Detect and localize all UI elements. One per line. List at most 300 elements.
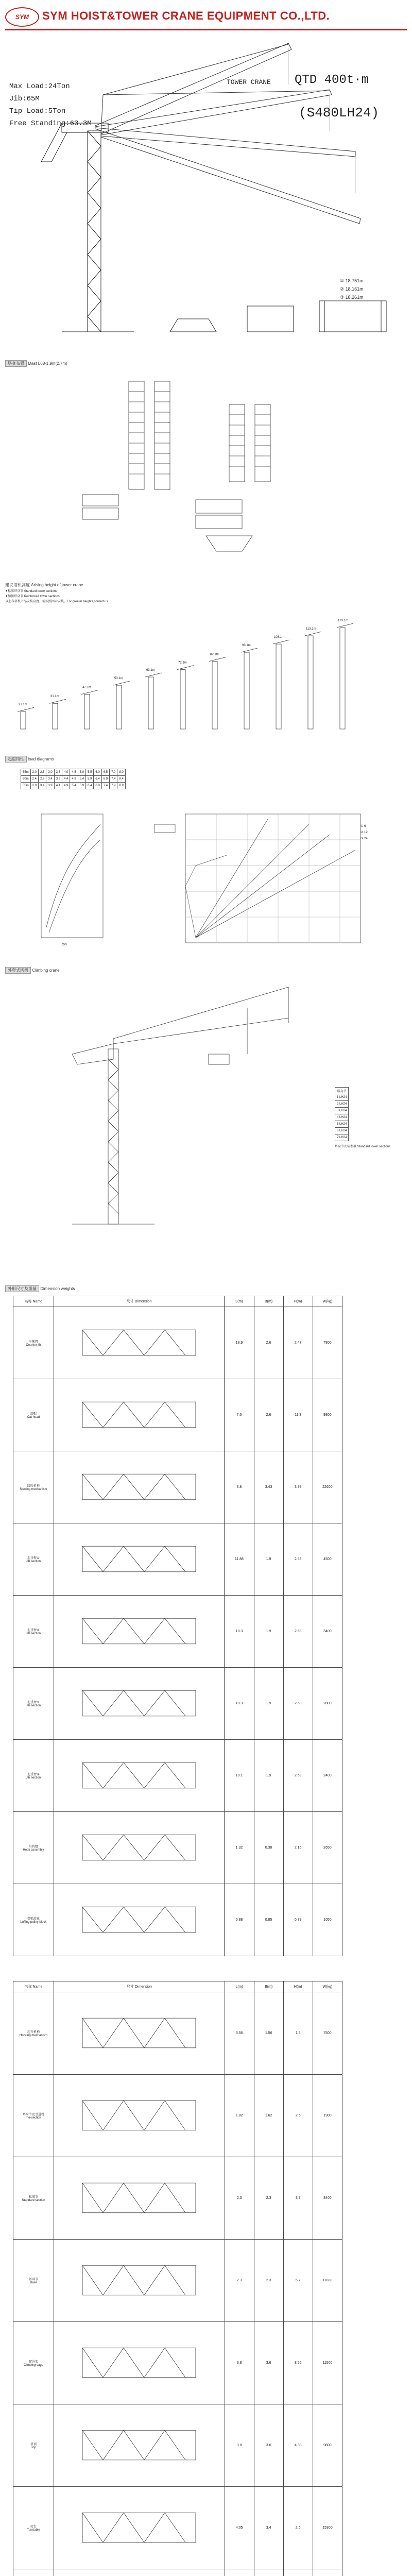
height-mark-3: ③ 18.261m bbox=[340, 295, 364, 300]
load-table bbox=[21, 769, 126, 789]
components-table-1 bbox=[13, 1296, 342, 1956]
component-h: 2.16 bbox=[283, 1812, 313, 1884]
load-row-jib: 60m bbox=[21, 776, 31, 783]
component-w: 11800 bbox=[313, 2240, 342, 2322]
load-cell: 3.9 bbox=[54, 776, 62, 783]
tower-height-jib bbox=[241, 648, 258, 652]
section-tower-cn: 塔身布置 bbox=[5, 360, 27, 367]
load-cell: 7.4 bbox=[101, 783, 109, 789]
component-row bbox=[13, 1992, 342, 2075]
component-name-en: Jib section bbox=[26, 1560, 41, 1563]
component-drawing bbox=[54, 1668, 225, 1740]
component-h: 8.55 bbox=[283, 2322, 313, 2404]
component-drawing-svg bbox=[62, 1816, 216, 1879]
col2-b: B(m) bbox=[254, 1981, 283, 1992]
col2-w: W(kg) bbox=[313, 1981, 342, 1992]
tower-height-mast bbox=[180, 670, 185, 729]
component-l: 3.8 bbox=[225, 2404, 254, 2487]
component-drawing-svg bbox=[62, 2078, 216, 2153]
climb-legend-cell: 2 LH24 bbox=[335, 1101, 349, 1108]
col2-l: L(m) bbox=[225, 1981, 254, 1992]
component-name bbox=[13, 2075, 54, 2157]
component-row bbox=[13, 2157, 342, 2240]
component-name-cn: 基础节 bbox=[29, 2278, 39, 2281]
load-chart-unit: ton bbox=[62, 943, 67, 946]
component-drawing-svg bbox=[62, 2490, 216, 2565]
tower-height-label: 123.1m bbox=[338, 619, 349, 623]
component-name-en: Hoisting mechanism bbox=[20, 2034, 48, 2037]
component-w: 7500 bbox=[313, 1992, 342, 2075]
climb-legend-row bbox=[335, 1128, 349, 1134]
component-drawing bbox=[54, 1379, 225, 1451]
component-drawing bbox=[54, 2487, 225, 2569]
component-name-cn: 塔帽 bbox=[30, 1413, 37, 1416]
components-header-row bbox=[13, 1296, 342, 1307]
load-row-jib: 55m bbox=[21, 783, 31, 789]
load-cell: 5.4 bbox=[78, 776, 85, 783]
section-dims-en: Dimension weights bbox=[40, 1286, 75, 1291]
tower-height-label: 113.1m bbox=[306, 628, 316, 631]
component-name-cn: 吊钩组 bbox=[28, 1845, 38, 1849]
component-h: 3.7 bbox=[283, 2157, 313, 2240]
component-row bbox=[13, 1523, 342, 1596]
load-cell: 6.5 bbox=[101, 769, 109, 776]
component-name-en: Slewing mechanism bbox=[20, 1488, 47, 1491]
component-l: 2.3 bbox=[225, 2240, 254, 2322]
tower-section-drawing bbox=[0, 371, 412, 572]
tower-height-mast bbox=[53, 703, 58, 729]
section-tower bbox=[5, 361, 67, 366]
load-cell: 3.5 bbox=[54, 769, 62, 776]
crane-specs bbox=[9, 80, 92, 130]
component-b: 3.6 bbox=[254, 2322, 283, 2404]
climb-legend-cell: 6 LH24 bbox=[335, 1128, 349, 1134]
component-drawing bbox=[54, 1307, 225, 1379]
tower-heights-drawing bbox=[0, 608, 412, 737]
load-cell: 6.9 bbox=[101, 776, 109, 783]
section-heights bbox=[5, 582, 83, 588]
component-name-en: Standard section bbox=[22, 2199, 45, 2202]
component-name-cn: 塔顶 bbox=[30, 2443, 37, 2446]
component-b bbox=[254, 2569, 283, 2576]
component-name-cn: 转台 bbox=[30, 2526, 37, 2529]
component-drawing bbox=[54, 2569, 225, 2576]
page-header bbox=[0, 0, 412, 33]
component-drawing bbox=[54, 1740, 225, 1812]
component-w bbox=[313, 2569, 342, 2576]
component-name-cn: 起重臂④ bbox=[27, 1773, 40, 1776]
load-cell: 5.9 bbox=[78, 783, 85, 789]
ground-structures bbox=[62, 301, 386, 332]
climbing-crane-drawing bbox=[0, 977, 412, 1234]
tower-height-jib bbox=[81, 690, 98, 694]
component-row bbox=[13, 1379, 342, 1451]
component-h: 2.63 bbox=[283, 1740, 313, 1812]
component-name-cn: 起重臂③ bbox=[27, 1701, 40, 1704]
component-b: 1.9 bbox=[254, 1523, 283, 1596]
tower-height-jib bbox=[18, 707, 34, 711]
load-cell: 5.5 bbox=[86, 769, 94, 776]
component-name-en: Jib section bbox=[26, 1704, 41, 1707]
component-name-cn: 爬升架 bbox=[29, 2361, 39, 2364]
component-drawing-svg bbox=[62, 2243, 216, 2317]
component-w: 2650 bbox=[313, 1812, 342, 1884]
tower-height-mast bbox=[84, 694, 90, 729]
component-w: 8400 bbox=[313, 2157, 342, 2240]
component-drawing-svg bbox=[62, 1527, 216, 1591]
component-drawing bbox=[54, 1596, 225, 1668]
component-drawing bbox=[54, 2075, 225, 2157]
component-h: 2.47 bbox=[283, 1307, 313, 1379]
component-row bbox=[13, 1884, 342, 1956]
component-w: 15300 bbox=[313, 2487, 342, 2569]
component-row bbox=[13, 2075, 342, 2157]
component-l: 3.8 bbox=[225, 2322, 254, 2404]
component-h: 2.63 bbox=[283, 1668, 313, 1740]
climb-legend-cell: 4 LH24 bbox=[335, 1114, 349, 1121]
component-name bbox=[13, 1451, 54, 1523]
component-name-en: Climbing cage bbox=[24, 2364, 44, 2367]
spec-max-load: Max Load:24Ton bbox=[9, 82, 70, 91]
load-row bbox=[21, 783, 126, 789]
load-cell: 5.4 bbox=[70, 783, 78, 789]
component-drawing bbox=[54, 1992, 225, 2075]
component-name bbox=[13, 1307, 54, 1379]
component-name-en: Cat head bbox=[27, 1416, 40, 1419]
section-load-cn: 起重特性 bbox=[5, 756, 27, 762]
load-row bbox=[21, 769, 126, 776]
component-name bbox=[13, 2569, 54, 2576]
component-w: 3400 bbox=[313, 1596, 342, 1668]
load-cell: 8.0 bbox=[117, 769, 125, 776]
col2-name: 名称 Name bbox=[13, 1981, 54, 1992]
component-name-en: Top bbox=[31, 2446, 36, 2449]
component-b: 2.6 bbox=[254, 1379, 283, 1451]
component-name bbox=[13, 1740, 54, 1812]
crane-mast bbox=[88, 131, 101, 332]
component-l: 10.3 bbox=[225, 1668, 254, 1740]
component-b: 1.62 bbox=[254, 2075, 283, 2157]
component-h: 2.63 bbox=[283, 1596, 313, 1668]
load-cell: 4.9 bbox=[62, 783, 70, 789]
section-climb-cn: 外爬式塔机 bbox=[5, 967, 31, 974]
component-drawing-svg bbox=[62, 1996, 216, 2070]
load-cell: 4.0 bbox=[62, 769, 70, 776]
component-w: 1050 bbox=[313, 1884, 342, 1956]
tower-height-label: 53.1m bbox=[114, 677, 123, 681]
section-load bbox=[5, 756, 54, 762]
components2-header-row bbox=[13, 1981, 342, 1992]
component-b: 3.4 bbox=[254, 2487, 283, 2569]
component-b: 2.6 bbox=[254, 1307, 283, 1379]
load-cell: 2.0 bbox=[30, 769, 38, 776]
component-b: 3.6 bbox=[254, 2404, 283, 2487]
load-cell: 3.9 bbox=[46, 783, 54, 789]
crane-hoist-ropes bbox=[288, 48, 355, 193]
load-legend-1: ① 6 bbox=[360, 825, 366, 828]
component-h: 0.79 bbox=[283, 1884, 313, 1956]
climb-legend-title: 塔身节 bbox=[335, 1088, 349, 1094]
col-b: B(m) bbox=[254, 1296, 283, 1307]
height-mark-2: ② 18.161m bbox=[340, 286, 364, 292]
section-climb-en: Climbing crane bbox=[32, 968, 60, 973]
climb-legend-row bbox=[335, 1121, 349, 1128]
col-l: L(m) bbox=[225, 1296, 254, 1307]
component-b: 2.3 bbox=[254, 2240, 283, 2322]
load-cell: 4.4 bbox=[54, 783, 62, 789]
load-legend-3: ③ 24 bbox=[360, 837, 368, 840]
component-row bbox=[13, 2569, 342, 2576]
load-legend-2: ② 12 bbox=[360, 831, 368, 834]
component-name bbox=[13, 2487, 54, 2569]
component-name bbox=[13, 1668, 54, 1740]
col-h: H(m) bbox=[283, 1296, 313, 1307]
component-row bbox=[13, 2487, 342, 2569]
spec-jib: Jib:65M bbox=[9, 95, 40, 103]
col-dims: 尺寸 Dimension bbox=[54, 1296, 225, 1307]
component-name-cn: 塔身节及引进棁 bbox=[23, 2113, 45, 2116]
component-row bbox=[13, 1451, 342, 1523]
climb-legend-cell: 7 LH24 bbox=[335, 1134, 349, 1141]
component-h: 3.97 bbox=[283, 1451, 313, 1523]
component-h: 2.5 bbox=[283, 2075, 313, 2157]
load-row bbox=[21, 776, 126, 783]
component-w: 2800 bbox=[313, 1668, 342, 1740]
tower-height-label: 72.1m bbox=[178, 661, 187, 665]
tower-height-label: 93.1m bbox=[242, 644, 251, 648]
climb-legend-cell: 3 LH24 bbox=[335, 1108, 349, 1114]
load-cell: 4.4 bbox=[62, 776, 70, 783]
component-h: 1.5 bbox=[283, 1992, 313, 2075]
load-diagram-chart bbox=[0, 804, 412, 953]
tower-height-label: 103.1m bbox=[274, 636, 285, 639]
load-row-jib: 65m bbox=[21, 769, 31, 776]
load-cell: 6.4 bbox=[94, 776, 101, 783]
component-h bbox=[283, 2569, 313, 2576]
tower-height-label: 31.1m bbox=[50, 695, 59, 699]
component-b: 1.56 bbox=[254, 1992, 283, 2075]
tower-height-jib bbox=[273, 640, 289, 644]
load-cell: 4.9 bbox=[70, 776, 78, 783]
model-label: TOWER CRANE bbox=[227, 78, 271, 86]
component-w: 9800 bbox=[313, 1379, 342, 1451]
tower-height-label: 82.1m bbox=[210, 653, 219, 656]
component-w: 4500 bbox=[313, 1523, 342, 1596]
component-name-cn: 起重臂① bbox=[27, 1557, 40, 1560]
tower-height-jib bbox=[337, 623, 353, 628]
component-drawing bbox=[54, 1451, 225, 1523]
load-cell: 3.0 bbox=[46, 769, 54, 776]
component-w: 11500 bbox=[313, 2322, 342, 2404]
component-h: 4.38 bbox=[283, 2404, 313, 2487]
component-name bbox=[13, 2240, 54, 2322]
component-row bbox=[13, 1812, 342, 1884]
component-name bbox=[13, 1812, 54, 1884]
tower-height-mast bbox=[148, 677, 153, 729]
load-cell: 8.4 bbox=[117, 776, 125, 783]
load-cell: 6.4 bbox=[86, 783, 94, 789]
tower-height-jib bbox=[209, 657, 226, 662]
heights-note-3: 以上各塔机产品安装高度，需按照图示安装。For greater heights,consult us. bbox=[5, 600, 109, 603]
component-drawing bbox=[54, 2322, 225, 2404]
load-cell: 4.5 bbox=[70, 769, 78, 776]
crane-jib bbox=[95, 43, 360, 224]
spec-tip-load: Tip Load:5Ton bbox=[9, 107, 66, 115]
component-b: 0.85 bbox=[254, 1884, 283, 1956]
component-drawing-svg bbox=[62, 2573, 216, 2576]
climb-legend-cell: 5 LH24 bbox=[335, 1121, 349, 1128]
component-l: 2.3 bbox=[225, 2157, 254, 2240]
component-l: 1.32 bbox=[225, 1812, 254, 1884]
load-cell: 7.9 bbox=[110, 783, 117, 789]
col-w: W(kg) bbox=[313, 1296, 342, 1307]
component-w: 7800 bbox=[313, 1307, 342, 1379]
model-qtd: QTD 400t·m bbox=[295, 73, 369, 87]
height-mark-1: ① 18.751m bbox=[340, 278, 364, 283]
tower-height-mast bbox=[116, 685, 122, 729]
model-code: (S480LH24) bbox=[299, 105, 380, 121]
heights-note-1: ⚫标准塔身节 Standard tower sections bbox=[5, 590, 58, 593]
tower-height-label: 21.1m bbox=[19, 703, 27, 707]
tower-height-jib bbox=[49, 699, 66, 703]
component-b: 3.43 bbox=[254, 1451, 283, 1523]
component-name bbox=[13, 1992, 54, 2075]
climb-legend-row bbox=[335, 1101, 349, 1108]
component-b: 2.3 bbox=[254, 2157, 283, 2240]
component-name-en: Base bbox=[30, 2281, 37, 2284]
load-cell: 8.9 bbox=[117, 783, 125, 789]
component-l: 4.05 bbox=[225, 2487, 254, 2569]
component-name bbox=[13, 1379, 54, 1451]
section-load-en: load diagrams bbox=[28, 757, 54, 761]
component-name bbox=[13, 1523, 54, 1596]
component-row bbox=[13, 1307, 342, 1379]
climb-legend-row bbox=[335, 1114, 349, 1121]
component-name-cn: 回转机构 bbox=[27, 1485, 40, 1488]
component-name bbox=[13, 2404, 54, 2487]
load-cell: 5.0 bbox=[78, 769, 85, 776]
component-drawing-svg bbox=[62, 1599, 216, 1663]
component-h: 2.6 bbox=[283, 2487, 313, 2569]
company-name: SYM HOIST&TOWER CRANE EQUIPMENT CO.,LTD. bbox=[42, 9, 330, 22]
tower-height-label: 63.1m bbox=[146, 669, 155, 672]
tower-height-jib bbox=[113, 681, 130, 685]
tower-height-jib bbox=[305, 632, 321, 636]
component-l: 10.1 bbox=[225, 1740, 254, 1812]
component-drawing-svg bbox=[62, 1888, 216, 1952]
tower-height-mast bbox=[340, 628, 345, 729]
header-divider bbox=[5, 29, 407, 30]
tower-height-mast bbox=[21, 711, 26, 729]
component-drawing-svg bbox=[62, 1455, 216, 1519]
component-l: 11.88 bbox=[225, 1523, 254, 1596]
section-climb bbox=[5, 968, 60, 973]
tower-height-mast bbox=[276, 644, 281, 729]
load-cell: 7.0 bbox=[110, 769, 117, 776]
component-name-en: Hook assembly bbox=[23, 1849, 44, 1852]
climb-legend-row bbox=[335, 1094, 349, 1101]
component-name bbox=[13, 2322, 54, 2404]
component-drawing-svg bbox=[62, 1671, 216, 1735]
component-name bbox=[13, 1596, 54, 1668]
component-l: 1.82 bbox=[225, 2075, 254, 2157]
component-name-cn: 标准节 bbox=[29, 2196, 39, 2199]
component-name-cn: 变幅滑轮 bbox=[27, 1918, 40, 1921]
component-drawing bbox=[54, 1523, 225, 1596]
component-name-en: Counter jib bbox=[26, 1344, 41, 1347]
component-row bbox=[13, 1740, 342, 1812]
component-drawing-svg bbox=[62, 1743, 216, 1807]
company-logo: SYM bbox=[5, 7, 39, 27]
component-b: 1.9 bbox=[254, 1740, 283, 1812]
components-table-2 bbox=[13, 1981, 342, 2576]
component-drawing bbox=[54, 2157, 225, 2240]
load-cell: 2.9 bbox=[39, 776, 46, 783]
component-name-en: Turntable bbox=[27, 2529, 40, 2532]
section-tower-en: Mast L68-1.9m(2.7m) bbox=[28, 361, 67, 366]
col2-h: H(m) bbox=[283, 1981, 313, 1992]
climb-legend-note: 塔身节安装参数 Standard tower sections bbox=[335, 1145, 391, 1148]
load-cell: 3.4 bbox=[39, 783, 46, 789]
climb-legend-row bbox=[335, 1108, 349, 1114]
component-h: 2.63 bbox=[283, 1523, 313, 1596]
component-name-cn: 平衡臂 bbox=[28, 1341, 38, 1344]
section-heights-cn: 建议塔机高度 bbox=[5, 583, 30, 587]
component-b: 1.9 bbox=[254, 1596, 283, 1668]
component-l: 18.9 bbox=[225, 1307, 254, 1379]
climb-legend-title-row bbox=[335, 1088, 349, 1094]
component-row bbox=[13, 2322, 342, 2404]
component-drawing bbox=[54, 2240, 225, 2322]
component-row bbox=[13, 1668, 342, 1740]
load-cell: 3.4 bbox=[46, 776, 54, 783]
component-drawing bbox=[54, 1812, 225, 1884]
tower-height-jib bbox=[145, 673, 162, 677]
component-h: 5.7 bbox=[283, 2240, 313, 2322]
component-l: 3.56 bbox=[225, 1992, 254, 2075]
tower-height-mast bbox=[244, 652, 249, 729]
component-name-en: Jib section bbox=[26, 1776, 41, 1780]
component-name-en: Luffing pulley block bbox=[20, 1921, 47, 1924]
climb-legend-row bbox=[335, 1134, 349, 1141]
component-name bbox=[13, 2157, 54, 2240]
tower-height-mast bbox=[308, 636, 313, 729]
component-b: 1.9 bbox=[254, 1668, 283, 1740]
section-dims bbox=[5, 1286, 75, 1292]
climb-legend-table bbox=[335, 1087, 349, 1141]
climb-legend-cell: 1 LH24 bbox=[335, 1094, 349, 1101]
component-w: 22600 bbox=[313, 1451, 342, 1523]
component-l: 10.3 bbox=[225, 1596, 254, 1668]
component-l: 7.6 bbox=[225, 1379, 254, 1451]
component-name-cn: 起重臂② bbox=[27, 1629, 40, 1632]
load-cell: 6.0 bbox=[94, 769, 101, 776]
col-name: 名称 Name bbox=[13, 1296, 54, 1307]
component-drawing bbox=[54, 1884, 225, 1956]
component-drawing bbox=[54, 2404, 225, 2487]
load-cell: 2.4 bbox=[30, 776, 38, 783]
component-name-cn: 起升机构 bbox=[27, 2031, 40, 2034]
component-l bbox=[225, 2569, 254, 2576]
component-l: 0.88 bbox=[225, 1884, 254, 1956]
col2-dims: 尺寸 Dimension bbox=[54, 1981, 225, 1992]
tower-height-mast bbox=[212, 662, 217, 729]
load-cell: 2.5 bbox=[39, 769, 46, 776]
section-dims-cn: 外形尺寸及重量 bbox=[5, 1285, 39, 1292]
component-drawing-svg bbox=[62, 1383, 216, 1447]
component-b: 0.38 bbox=[254, 1812, 283, 1884]
component-name bbox=[13, 1884, 54, 1956]
